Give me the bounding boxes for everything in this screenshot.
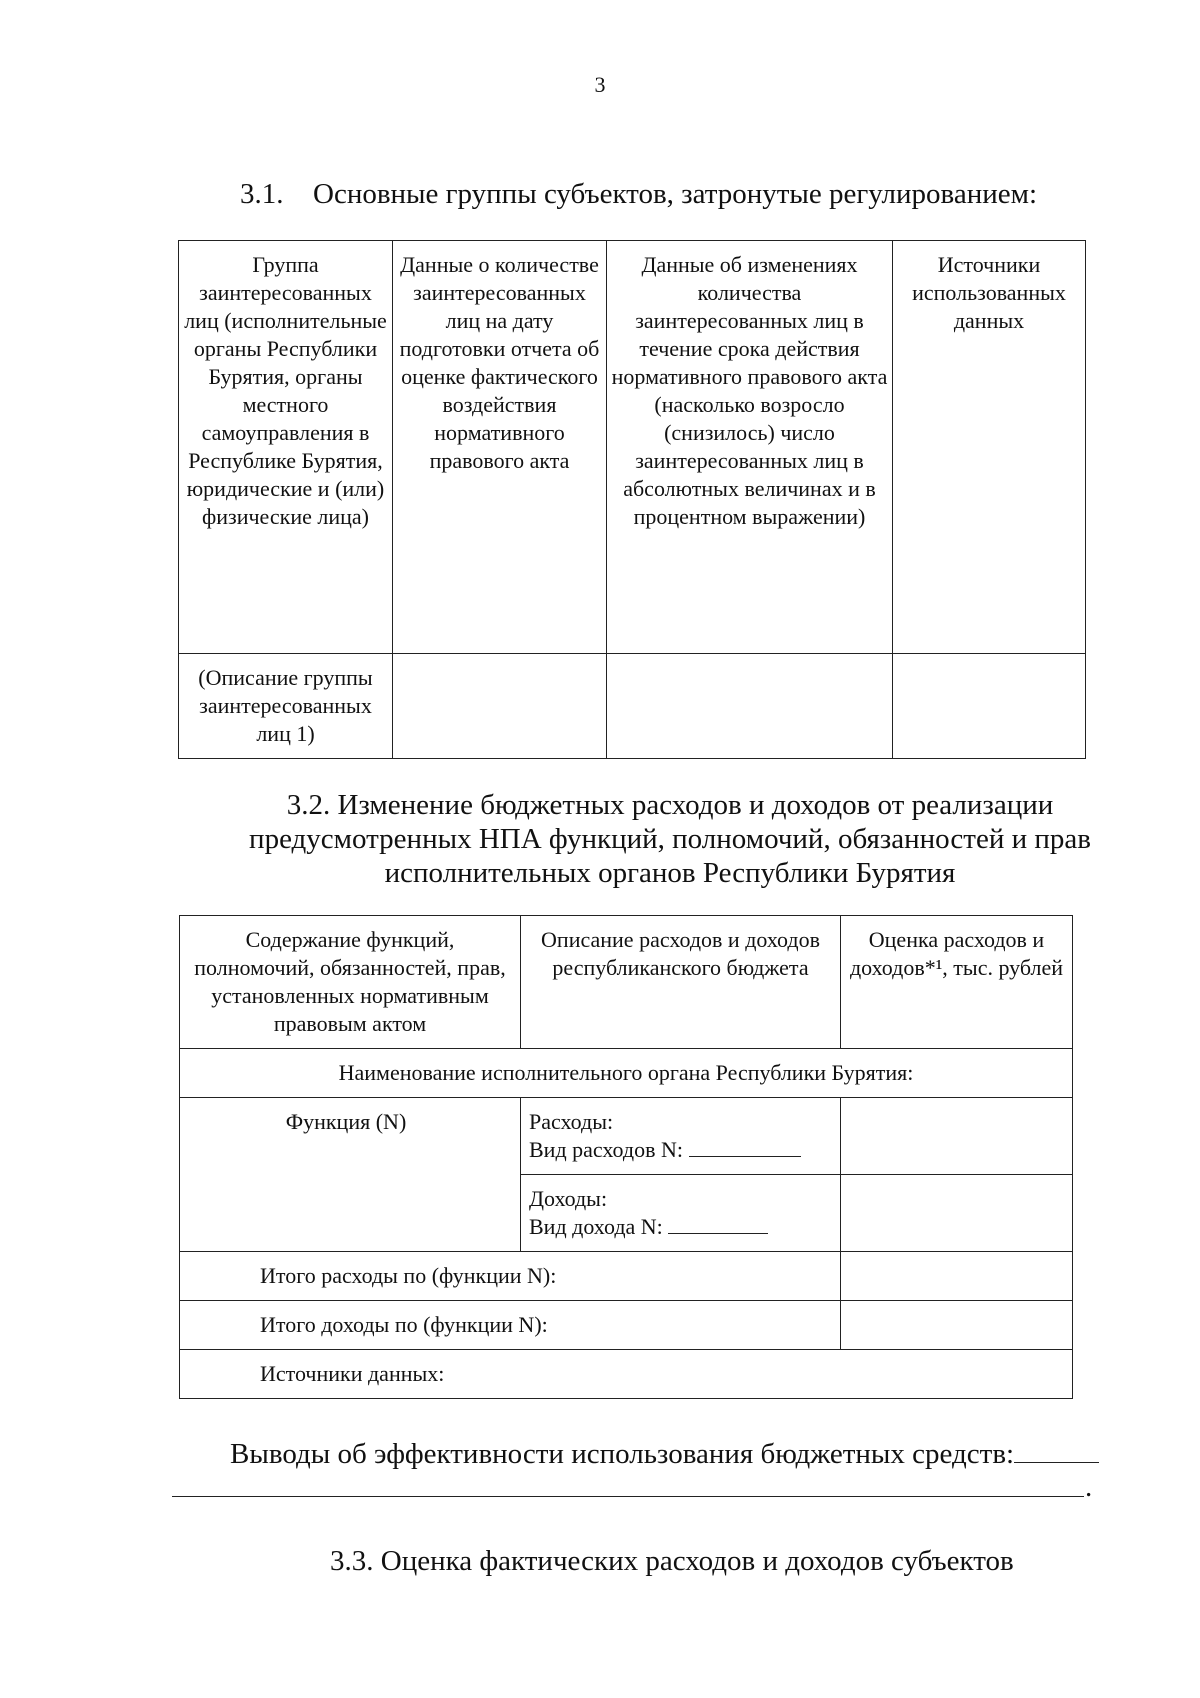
section-3-2-title: 3.2. Изменение бюджетных расходов и доходов от реализации предусмотренных НПА функций, полномочий, обязанностей и прав исполнительных органов Республики Бурятия — [249, 789, 1091, 889]
section-3-1-title: Основные группы субъектов, затронутые регулированием: — [313, 178, 1038, 210]
data-sources-label: Источники данных: — [180, 1350, 1073, 1399]
section-3-3-title: 3.3. Оценка фактических расходов и доходов субъектов — [330, 1545, 1014, 1577]
income-label: Доходы: — [529, 1186, 608, 1211]
income-kind-line — [529, 1213, 832, 1241]
total-expenses-label: Итого расходы по (функции N): — [180, 1252, 841, 1301]
budget-changes-table — [179, 915, 1073, 1399]
table-cell — [607, 654, 893, 759]
expenses-label: Расходы: — [529, 1109, 614, 1134]
expenses-kind-label: Вид расходов N: — [529, 1137, 683, 1162]
table-header-row — [180, 916, 1073, 1049]
expenses-cell — [521, 1098, 841, 1175]
org-name-cell: Наименование исполнительного органа Республики Бурятия: — [180, 1049, 1073, 1098]
blank-line — [689, 1136, 801, 1157]
expenses-kind-line — [529, 1136, 832, 1164]
function-cell: Функция (N) — [180, 1098, 521, 1252]
header-cell-estimate: Оценка расходов и доходов*¹, тыс. рублей — [841, 916, 1073, 1049]
income-value-cell — [841, 1175, 1073, 1252]
total-income-value — [841, 1301, 1073, 1350]
table-header-row — [179, 241, 1086, 654]
table-cell — [393, 654, 607, 759]
header-cell-content: Содержание функций, полномочий, обязанностей, прав, установленных нормативным правовым актом — [180, 916, 521, 1049]
total-income-label: Итого доходы по (функции N): — [180, 1301, 841, 1350]
conclusions-end-dot: . — [1085, 1471, 1093, 1503]
expenses-value-cell — [841, 1098, 1073, 1175]
section-3-1-heading — [240, 177, 1037, 211]
header-cell-group: Группа заинтересованных лиц (исполнительные органы Республики Бурятия, органы местного самоуправления в Республике Бурятия, юридические и (или) физические лица) — [179, 241, 393, 654]
header-cell-count: Данные о количестве заинтересованных лиц на дату подготовки отчета об оценке фактического воздействия нормативного правового акта — [393, 241, 607, 654]
header-cell-change: Данные об изменениях количества заинтересованных лиц в течение срока действия нормативного правового акта (насколько возросло (снизилось) число заинтересованных лиц в абсолютных величинах и в процентном выражении) — [607, 241, 893, 654]
conclusions-blank — [1014, 1438, 1099, 1463]
function-expenses-row — [180, 1098, 1073, 1175]
table-cell: (Описание группы заинтересованных лиц 1) — [179, 654, 393, 759]
conclusions-line — [230, 1437, 1099, 1471]
income-kind-label: Вид дохода N: — [529, 1214, 663, 1239]
total-expenses-row — [180, 1252, 1073, 1301]
stakeholder-groups-table — [178, 240, 1086, 759]
income-cell — [521, 1175, 841, 1252]
table-cell — [893, 654, 1086, 759]
table-row — [179, 654, 1086, 759]
section-3-1-number: 3.1. — [240, 178, 284, 210]
data-sources-row — [180, 1350, 1073, 1399]
total-expenses-value — [841, 1252, 1073, 1301]
conclusions-rule — [172, 1496, 1084, 1497]
blank-line — [668, 1213, 768, 1234]
org-name-row — [180, 1049, 1073, 1098]
page-number: 3 — [594, 72, 606, 97]
header-cell-description: Описание расходов и доходов республиканского бюджета — [521, 916, 841, 1049]
header-cell-sources: Источники использованных данных — [893, 241, 1086, 654]
total-income-row — [180, 1301, 1073, 1350]
conclusions-label: Выводы об эффективности использования бюджетных средств: — [230, 1438, 1015, 1470]
